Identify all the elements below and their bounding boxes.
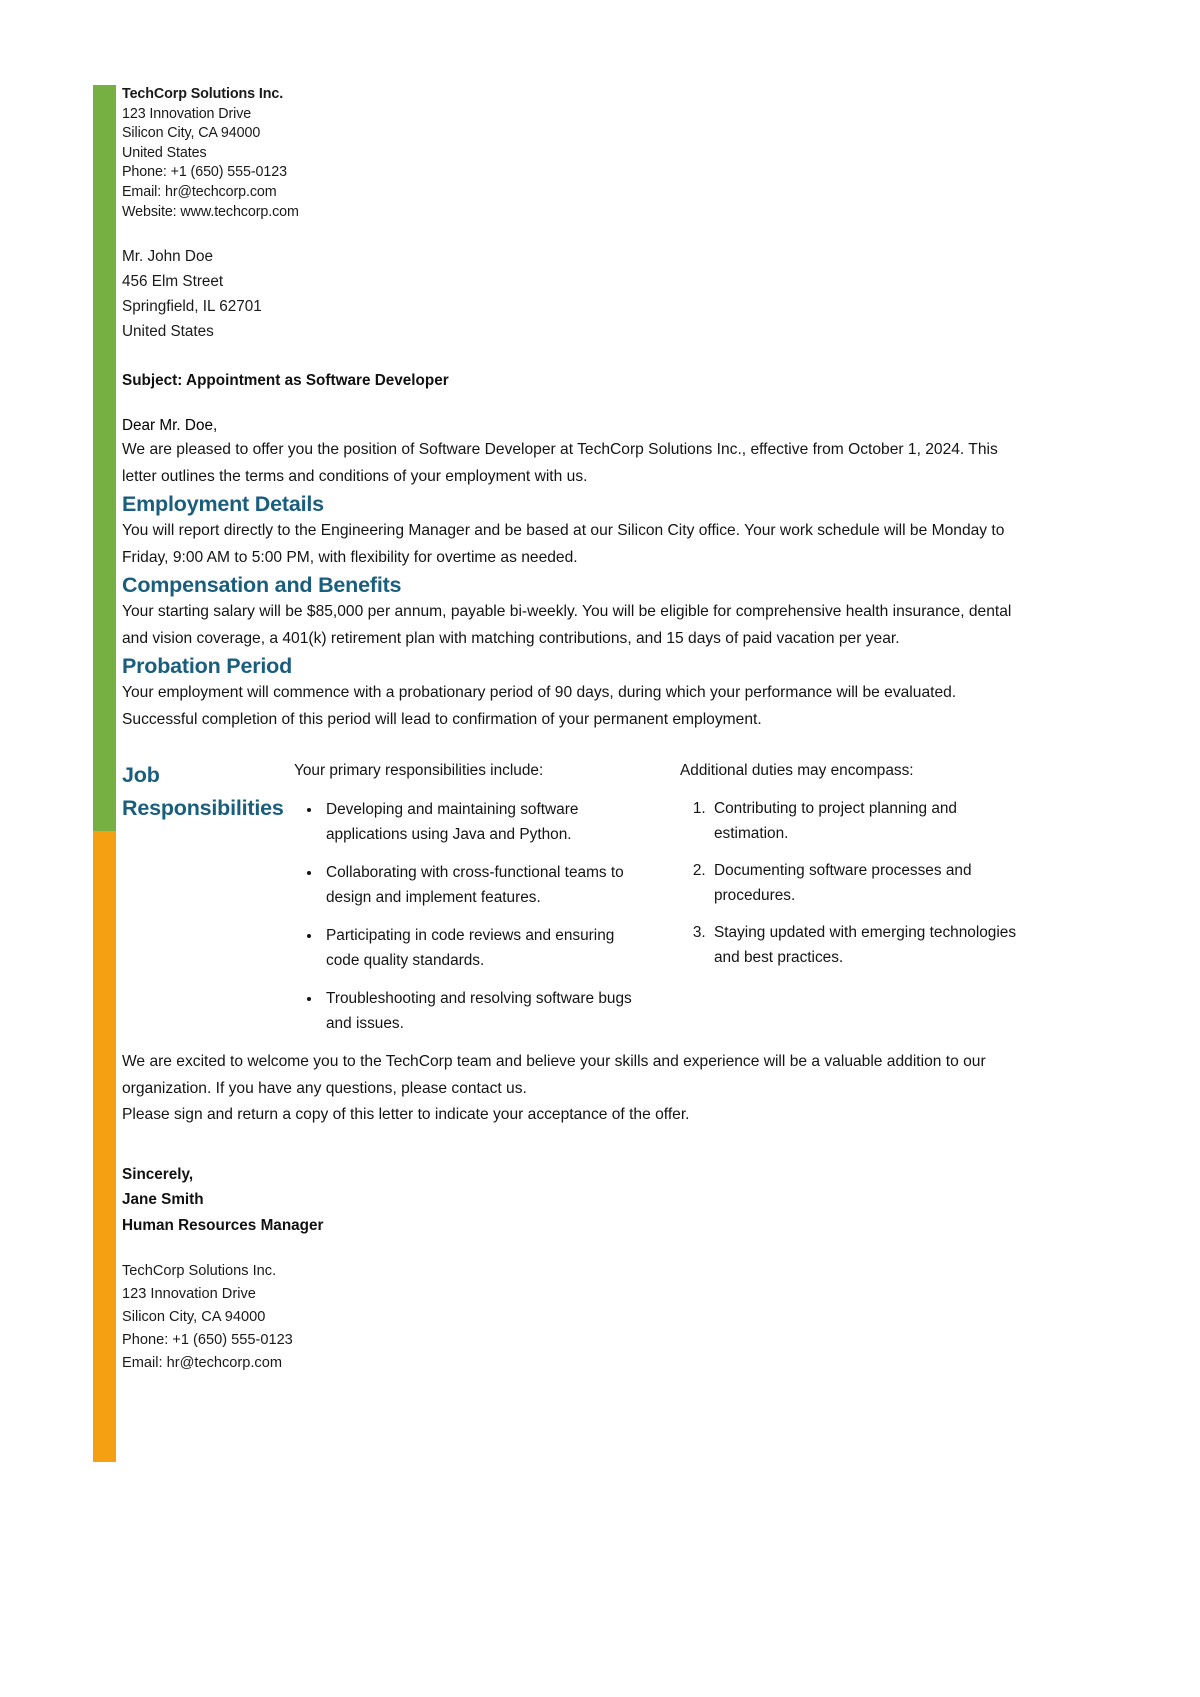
list-item: 3. Staying updated with emerging technologies and best practices. bbox=[710, 921, 1032, 970]
sender-street: 123 Innovation Drive bbox=[122, 105, 252, 122]
heading-job-responsibilities bbox=[122, 759, 292, 825]
primary-responsibilities-list bbox=[292, 797, 648, 1036]
recipient-name: Mr. John Doe bbox=[122, 248, 213, 266]
heading-line-1: Job bbox=[122, 763, 160, 788]
footer-city-state-zip: Silicon City, CA 94000 bbox=[122, 1309, 266, 1326]
signature-block bbox=[122, 1162, 1032, 1239]
signature-valediction: Sincerely, bbox=[122, 1165, 194, 1183]
additional-duties-column bbox=[668, 759, 1032, 983]
sender-country: United States bbox=[122, 144, 207, 161]
footer-contact-block bbox=[122, 1260, 1032, 1375]
sender-website: Website: www.techcorp.com bbox=[122, 203, 299, 220]
job-responsibilities-region bbox=[122, 759, 1032, 1049]
heading-job-responsibilities-text bbox=[122, 759, 284, 825]
salutation: Dear Mr. Doe, bbox=[122, 417, 218, 435]
sender-email: Email: hr@techcorp.com bbox=[122, 183, 277, 200]
list-item: • Participating in code reviews and ensuring code quality standards. bbox=[322, 923, 648, 973]
sender-company-name: TechCorp Solutions Inc. bbox=[122, 86, 284, 102]
additional-duties-list bbox=[676, 797, 1032, 970]
additional-duties-intro: Additional duties may encompass: bbox=[680, 762, 914, 780]
sender-phone: Phone: +1 (650) 555-0123 bbox=[122, 164, 287, 181]
green-accent-bar bbox=[93, 85, 116, 831]
recipient-country: United States bbox=[122, 323, 214, 341]
intro-paragraph: We are pleased to offer you the position of Software Developer at TechCorp Solutions Inc., effective from October 1, 2024. This letter outlines the terms and conditions of your employment with us. bbox=[122, 441, 998, 485]
signature-title: Human Resources Manager bbox=[122, 1216, 324, 1234]
recipient-address-block bbox=[122, 244, 1032, 344]
sender-address-block bbox=[122, 85, 1032, 222]
heading-employment-details: Employment Details bbox=[122, 492, 324, 517]
subject-line: Subject: Appointment as Software Developer bbox=[122, 372, 449, 390]
heading-compensation-benefits: Compensation and Benefits bbox=[122, 573, 402, 598]
list-item: 2. Documenting software processes and procedures. bbox=[710, 859, 1032, 908]
signature-name: Jane Smith bbox=[122, 1191, 204, 1209]
footer-street: 123 Innovation Drive bbox=[122, 1286, 256, 1303]
closing-paragraph-2: Please sign and return a copy of this letter to indicate your acceptance of the offer. bbox=[122, 1106, 690, 1124]
primary-responsibilities-intro: Your primary responsibilities include: bbox=[294, 762, 544, 780]
closing-paragraph-1: We are excited to welcome you to the TechCorp team and believe your skills and experience will be a valuable addition to our organization. If you have any questions, please contact us. bbox=[122, 1053, 986, 1097]
recipient-city-state-zip: Springfield, IL 62701 bbox=[122, 298, 262, 316]
recipient-street: 456 Elm Street bbox=[122, 273, 224, 291]
list-item: 1. Contributing to project planning and estimation. bbox=[710, 797, 1032, 846]
sender-city-state-zip: Silicon City, CA 94000 bbox=[122, 125, 261, 142]
primary-responsibilities-column bbox=[292, 759, 668, 1049]
footer-company: TechCorp Solutions Inc. bbox=[122, 1263, 277, 1280]
footer-phone: Phone: +1 (650) 555-0123 bbox=[122, 1332, 293, 1349]
paragraph-compensation-benefits: Your starting salary will be $85,000 per annum, payable bi-weekly. You will be eligible for comprehensive health insurance, dental and vision coverage, a 401(k) retirement plan with matching contributions, and 15 days of paid vacation per year. bbox=[122, 603, 1012, 647]
footer-email: Email: hr@techcorp.com bbox=[122, 1355, 282, 1372]
heading-line-2: Responsibilities bbox=[122, 796, 284, 821]
orange-accent-bar bbox=[93, 831, 116, 1462]
letter-content bbox=[122, 85, 1032, 1375]
list-item: • Developing and maintaining software applications using Java and Python. bbox=[322, 797, 648, 847]
list-item: • Troubleshooting and resolving software bugs and issues. bbox=[322, 986, 648, 1036]
heading-probation-period: Probation Period bbox=[122, 654, 293, 679]
paragraph-employment-details: You will report directly to the Engineering Manager and be based at our Silicon City office. Your work schedule will be Monday to Friday, 9:00 AM to 5:00 PM, with flexibility for overtime as needed. bbox=[122, 522, 1005, 566]
paragraph-probation-period: Your employment will commence with a probationary period of 90 days, during which your performance will be evaluated. Successful completion of this period will lead to confirmation of your permanent employment. bbox=[122, 684, 957, 728]
list-item: • Collaborating with cross-functional teams to design and implement features. bbox=[322, 860, 648, 910]
